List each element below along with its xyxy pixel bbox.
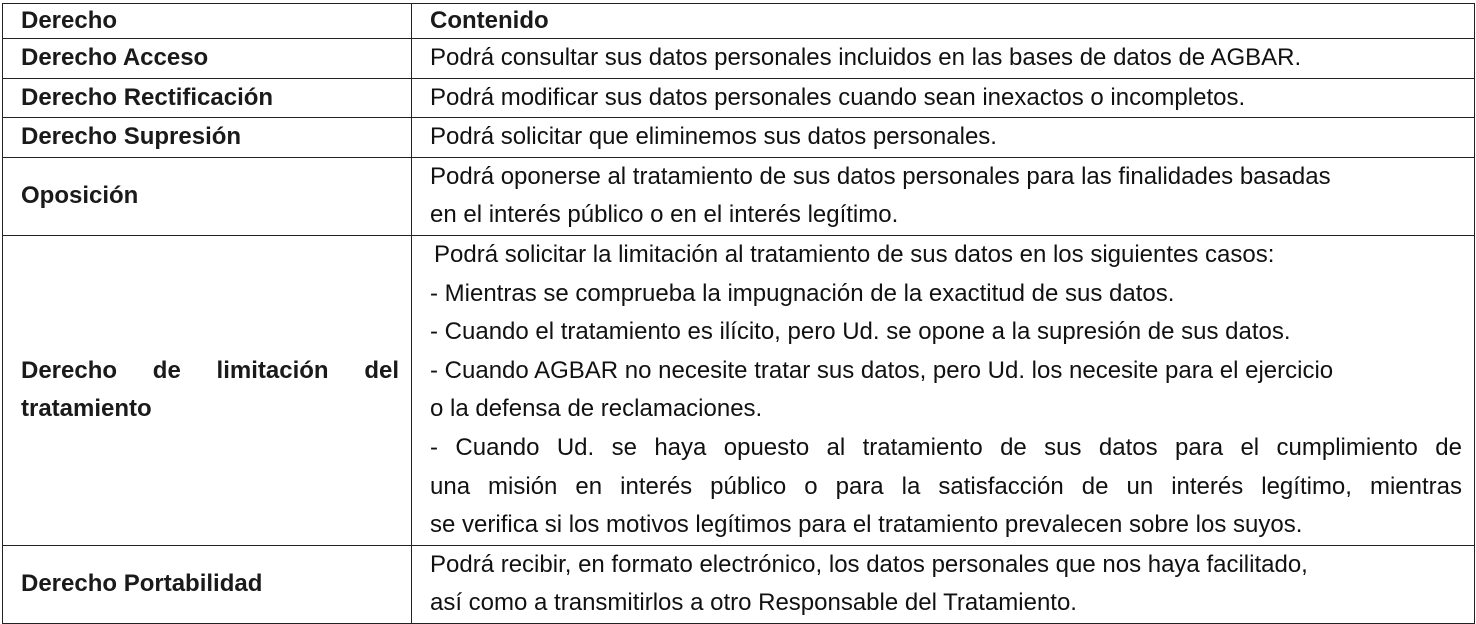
header-contenido: Contenido: [412, 4, 1475, 39]
content-line: una misión en interés público o para la satisfacción de un interés legítimo, mientras: [430, 472, 1462, 500]
right-name-oposicion: Oposición: [3, 157, 412, 235]
table-row: [3, 235, 1475, 545]
right-name-supresion: Derecho Supresión: [3, 118, 412, 158]
right-content-portabilidad: [412, 545, 1475, 623]
content-line: en el interés público o en el interés legítimo.: [430, 201, 899, 229]
content-line: se verifica si los motivos legítimos para el tratamiento prevalecen sobre los suyos.: [430, 511, 1303, 539]
right-name-acceso: Derecho Acceso: [3, 39, 412, 79]
content-line: - Cuando el tratamiento es ilícito, pero Ud. se opone a la supresión de sus datos.: [430, 318, 1291, 346]
content-line: así como a transmitirlos a otro Responsable del Tratamiento.: [430, 589, 1077, 617]
right-name-limitacion: Derecho de limitación del tratamiento: [3, 235, 412, 545]
right-name-rectificacion: Derecho Rectificación: [3, 78, 412, 118]
content-line: Podrá recibir, en formato electrónico, los datos personales que nos haya facilitado,: [430, 550, 1308, 578]
content-line: - Cuando Ud. se haya opuesto al tratamiento de sus datos para el cumplimiento de: [430, 433, 1462, 461]
content-line: Podrá oponerse al tratamiento de sus datos personales para las finalidades basadas: [430, 162, 1331, 190]
content-line: - Mientras se comprueba la impugnación de la exactitud de sus datos.: [430, 279, 1175, 307]
table-row: [3, 39, 1475, 79]
content-line: Podrá modificar sus datos personales cuando sean inexactos o incompletos.: [430, 83, 1246, 111]
right-name-portabilidad: Derecho Portabilidad: [3, 545, 412, 623]
table-row: [3, 545, 1475, 623]
content-line: o la defensa de reclamaciones.: [430, 395, 763, 423]
table-row: [3, 157, 1475, 235]
right-content-acceso: [412, 39, 1475, 79]
content-line: Podrá consultar sus datos personales incluidos en las bases de datos de AGBAR.: [430, 44, 1302, 71]
table-row: [3, 78, 1475, 118]
right-content-supresion: [412, 118, 1475, 158]
content-line: Podrá solicitar que eliminemos sus datos personales.: [430, 123, 997, 151]
right-content-rectificacion: [412, 78, 1475, 118]
right-content-oposicion: [412, 157, 1475, 235]
header-derecho: Derecho: [3, 4, 412, 39]
rights-table: [2, 3, 1475, 624]
table-header-row: [3, 4, 1475, 39]
right-content-limitacion: [412, 235, 1475, 545]
content-line: Podrá solicitar la limitación al tratamiento de sus datos en los siguientes casos:: [434, 240, 1275, 268]
table-row: [3, 118, 1475, 158]
content-line: - Cuando AGBAR no necesite tratar sus datos, pero Ud. los necesite para el ejercicio: [430, 356, 1334, 384]
